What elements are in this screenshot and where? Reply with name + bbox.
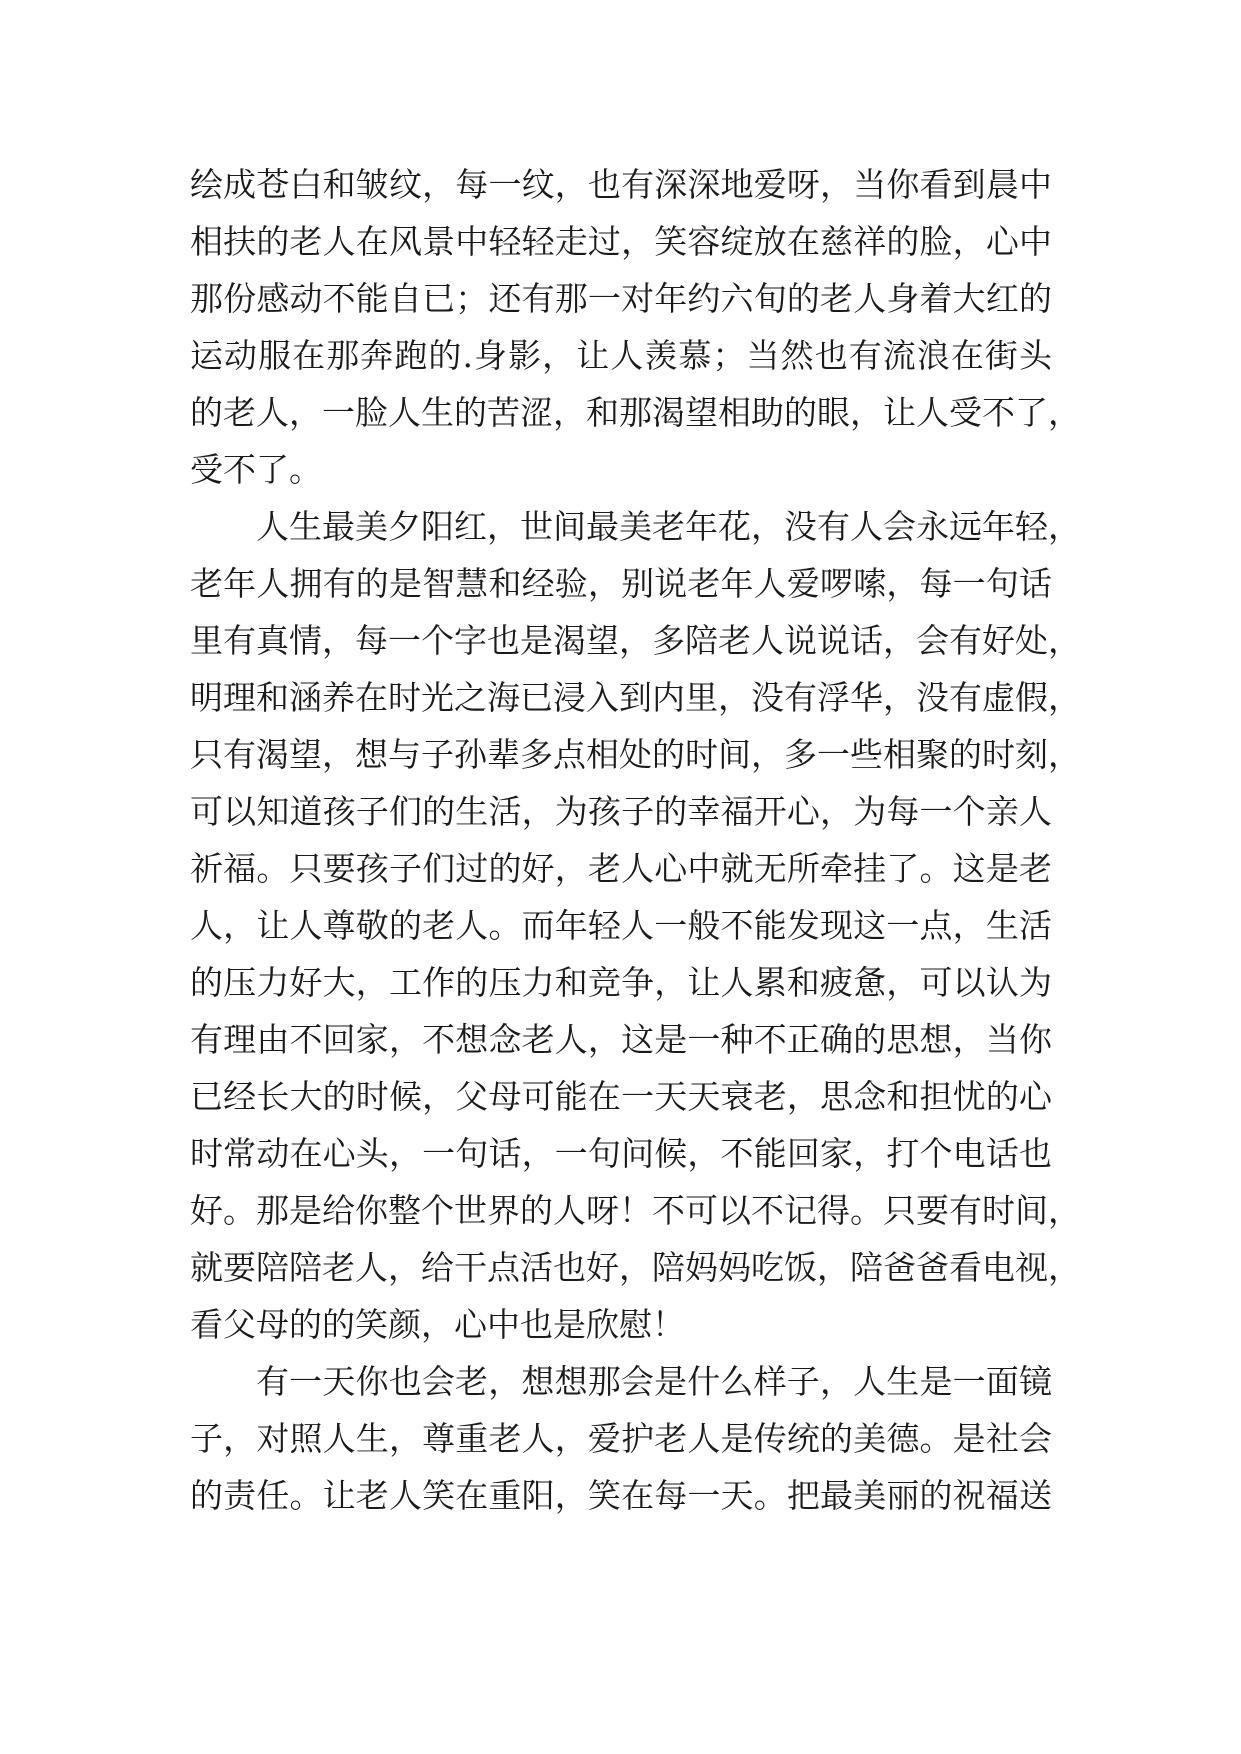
text-line: 人，让人尊敬的老人。而年轻人一般不能发现这一点，生活 bbox=[190, 906, 1052, 945]
text-line: 就要陪陪老人，给干点活也好，陪妈妈吃饭，陪爸爸看电视， bbox=[190, 1248, 1081, 1287]
text-line: 明理和涵养在时光之海已浸入到内里，没有浮华，没有虚假， bbox=[190, 678, 1081, 717]
text-line: 里有真情，每一个字也是渴望，多陪老人说说话，会有好处， bbox=[190, 621, 1081, 660]
text-line: 看父母的的笑颜，心中也是欣慰！ bbox=[190, 1305, 685, 1344]
text-line: 受不了。 bbox=[190, 450, 322, 489]
text-line: 相扶的老人在风景中轻轻走过，笑容绽放在慈祥的脸，心中 bbox=[190, 222, 1052, 261]
paragraph bbox=[190, 498, 1081, 1353]
text-line: 的压力好大，工作的压力和竞争，让人累和疲惫，可以认为 bbox=[190, 963, 1052, 1002]
paragraph bbox=[190, 1353, 1052, 1524]
text-line: 有理由不回家，不想念老人，这是一种不正确的思想，当你 bbox=[190, 1020, 1052, 1059]
text-line: 的责任。让老人笑在重阳，笑在每一天。把最美丽的祝福送 bbox=[190, 1476, 1052, 1515]
text-line: 老年人拥有的是智慧和经验，别说老年人爱啰嗦，每一句话 bbox=[190, 564, 1052, 603]
text-line: 的老人，一脸人生的苦涩，和那渴望相助的眼，让人受不了， bbox=[190, 393, 1081, 432]
text-line: 子，对照人生，尊重老人，爱护老人是传统的美德。是社会 bbox=[190, 1419, 1052, 1458]
text-column bbox=[190, 156, 1081, 1524]
paragraph bbox=[190, 156, 1081, 498]
text-line: 那份感动不能自已；还有那一对年约六旬的老人身着大红的 bbox=[190, 279, 1052, 318]
text-line: 时常动在心头，一句话，一句问候，不能回家，打个电话也 bbox=[190, 1134, 1052, 1173]
text-line: 人生最美夕阳红，世间最美老年花，没有人会永远年轻， bbox=[256, 507, 1081, 546]
text-line: 运动服在那奔跑的.身影，让人羡慕；当然也有流浪在街头 bbox=[190, 336, 1052, 375]
text-line: 已经长大的时候，父母可能在一天天衰老，思念和担忧的心 bbox=[190, 1077, 1052, 1116]
text-line: 只有渴望，想与子孙辈多点相处的时间，多一些相聚的时刻， bbox=[190, 735, 1081, 774]
text-line: 有一天你也会老，想想那会是什么样子，人生是一面镜 bbox=[256, 1362, 1052, 1401]
text-line: 好。那是给你整个世界的人呀！不可以不记得。只要有时间， bbox=[190, 1191, 1081, 1230]
text-line: 可以知道孩子们的生活，为孩子的幸福开心，为每一个亲人 bbox=[190, 792, 1052, 831]
text-line: 祈福。只要孩子们过的好，老人心中就无所牵挂了。这是老 bbox=[190, 849, 1052, 888]
text-line: 绘成苍白和皱纹，每一纹，也有深深地爱呀，当你看到晨中 bbox=[190, 165, 1052, 204]
